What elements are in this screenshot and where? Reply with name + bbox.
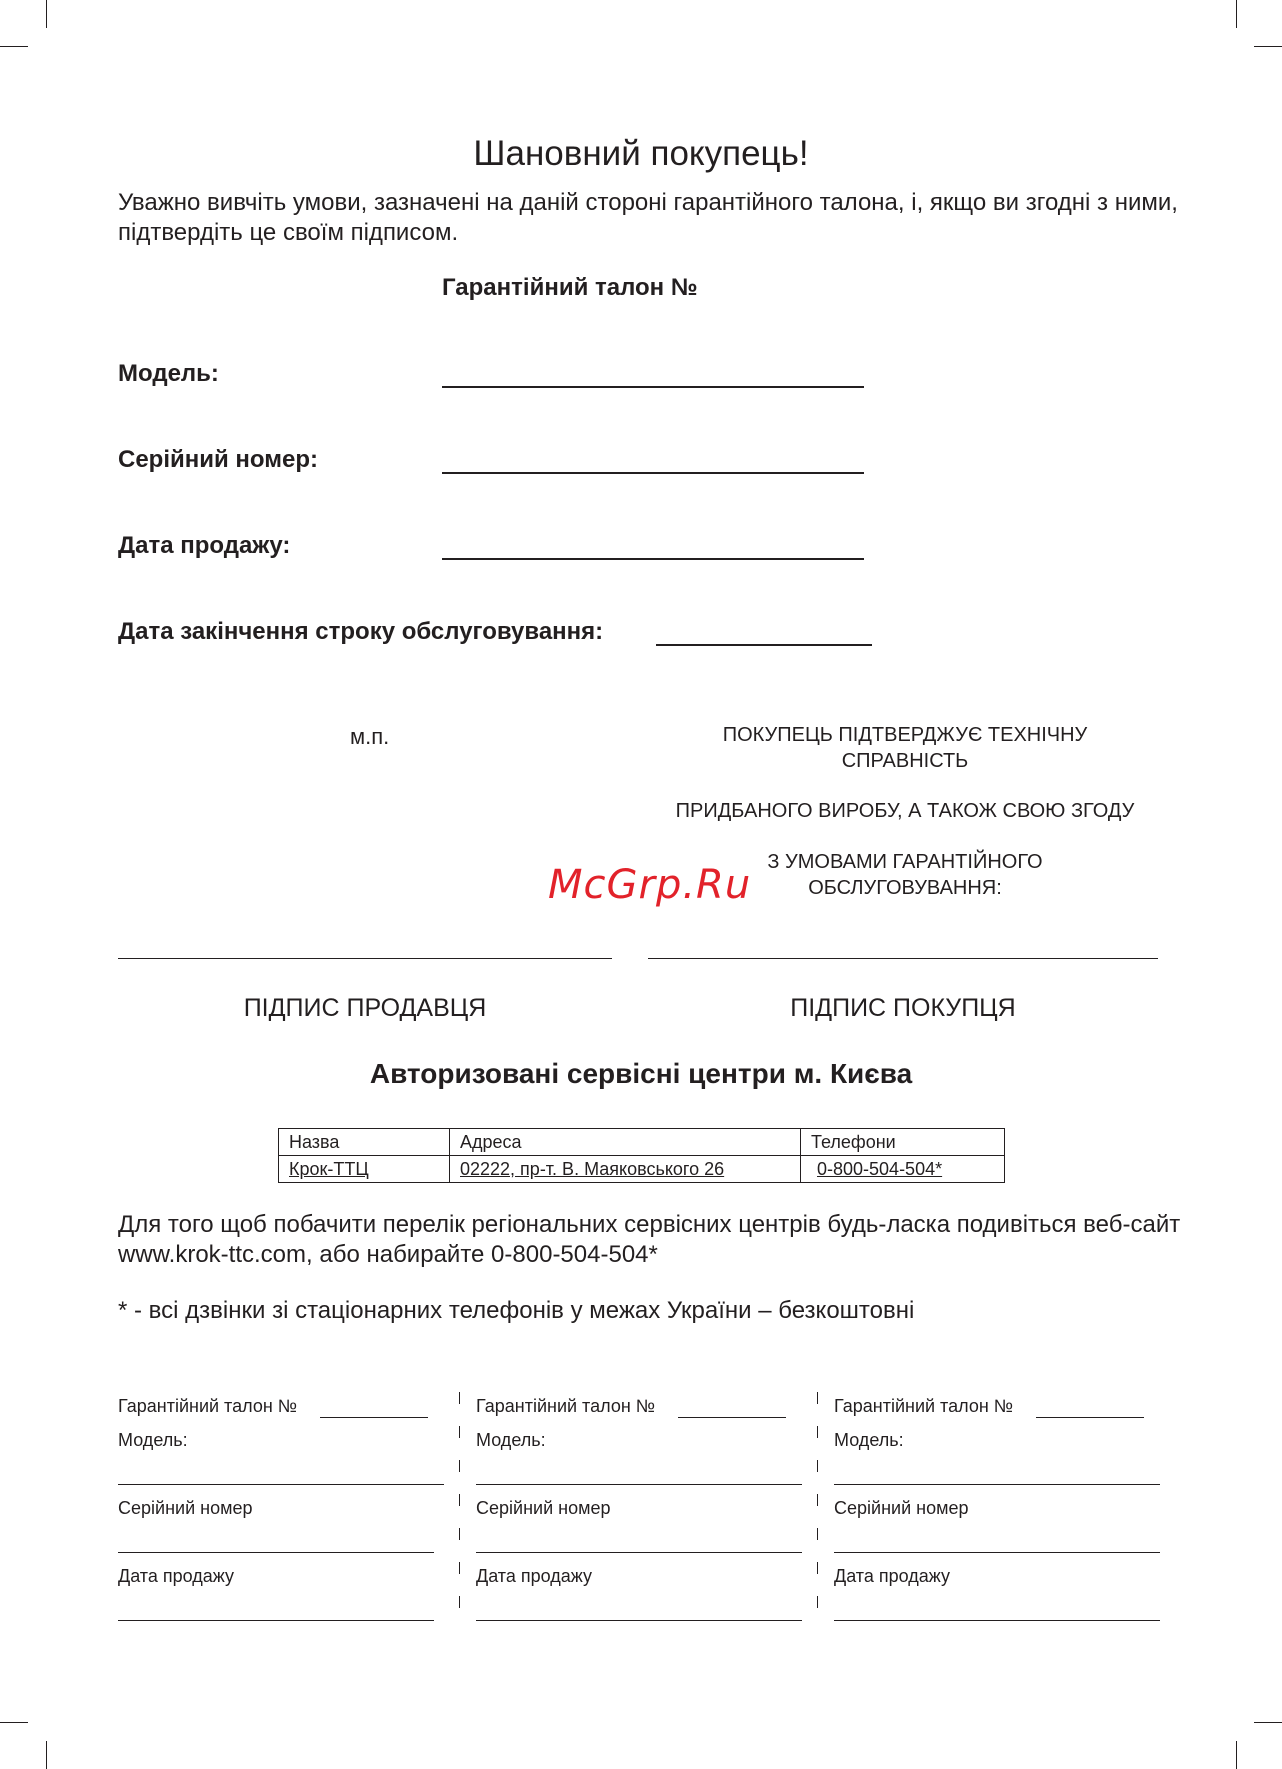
crop-mark <box>0 1722 28 1723</box>
table-row <box>279 1156 1005 1183</box>
coupon-model-line[interactable] <box>118 1484 444 1485</box>
cut-dash <box>459 1460 460 1472</box>
cut-dash <box>459 1392 460 1404</box>
crop-mark <box>1254 1722 1282 1723</box>
cut-dash <box>817 1494 818 1506</box>
watermark-logo: McGrp.Ru <box>548 862 752 908</box>
coupon-title: Гарантійний талон № <box>476 1396 656 1416</box>
model-field[interactable] <box>442 386 864 388</box>
coupon-serial-line[interactable] <box>834 1552 1160 1553</box>
service-centers-heading: Авторизовані сервісні центри м. Києва <box>369 1058 913 1089</box>
confirm-line-4: З УМОВАМИ ГАРАНТІЙНОГО <box>767 851 1043 873</box>
coupon-model-label: Модель: <box>834 1430 904 1450</box>
buyer-signature-line[interactable] <box>648 958 1158 959</box>
table-header-row <box>279 1129 1005 1156</box>
coupon-number-line[interactable] <box>1036 1417 1144 1418</box>
coupon-sale-date-label: Дата продажу <box>118 1566 234 1586</box>
intro-text: Уважно вивчіть умови, зазначені на даній стороні гарантійного талона, і, якщо ви згодні з ними, підтвердіть це своїм підписом. <box>118 189 1178 246</box>
cut-dash <box>817 1426 818 1438</box>
crop-mark <box>1236 0 1237 28</box>
cut-dash <box>817 1596 818 1608</box>
service-center-phone[interactable]: 0-800-504-504* <box>801 1156 1005 1183</box>
confirm-line-5: ОБСЛУГОВУВАННЯ: <box>808 877 1002 899</box>
confirm-line-2: СПРАВНІСТЬ <box>841 750 969 772</box>
coupon-serial-label: Серійний номер <box>476 1498 611 1518</box>
service-centers-table <box>278 1128 1005 1183</box>
free-calls-footnote: * - всі дзвінки зі стаціонарних телефонів у межах України – безкоштовні <box>118 1297 915 1324</box>
crop-mark <box>1254 46 1282 47</box>
coupon-title: Гарантійний талон № <box>834 1396 1014 1416</box>
confirm-line-1: ПОКУПЕЦЬ ПІДТВЕРДЖУЄ ТЕХНІЧНУ <box>722 724 1088 746</box>
sale-date-field[interactable] <box>442 558 864 560</box>
stamp-label: м.п. <box>350 724 390 749</box>
coupon-serial-label: Серійний номер <box>118 1498 253 1518</box>
coupon-title: Гарантійний талон № <box>118 1396 298 1416</box>
crop-mark <box>46 0 47 28</box>
cut-dash <box>817 1392 818 1404</box>
talon-heading: Гарантійний талон № <box>442 274 698 301</box>
crop-mark <box>0 46 28 47</box>
seller-signature-line[interactable] <box>118 958 612 959</box>
column-header: Телефони <box>801 1129 1005 1156</box>
cut-dash <box>817 1562 818 1574</box>
service-end-label: Дата закінчення строку обслуговування: <box>118 618 604 645</box>
sale-date-label: Дата продажу: <box>118 532 291 559</box>
seller-signature-label: ПІДПИС ПРОДАВЦЯ <box>243 994 487 1022</box>
coupon-serial-label: Серійний номер <box>834 1498 969 1518</box>
page-title: Шановний покупець! <box>473 134 809 173</box>
cut-dash <box>459 1596 460 1608</box>
service-end-field[interactable] <box>656 644 872 646</box>
model-label: Модель: <box>118 360 219 387</box>
coupon-model-label: Модель: <box>118 1430 188 1450</box>
cut-dash <box>817 1528 818 1540</box>
cut-dash <box>459 1426 460 1438</box>
service-center-name[interactable]: Крок-ТТЦ <box>279 1156 450 1183</box>
coupon-sale-date-label: Дата продажу <box>834 1566 950 1586</box>
coupon-serial-line[interactable] <box>476 1552 802 1553</box>
serial-label: Серійний номер: <box>118 446 319 473</box>
coupon-serial-line[interactable] <box>118 1552 434 1553</box>
coupon-model-line[interactable] <box>834 1484 1160 1485</box>
coupon-sale-date-label: Дата продажу <box>476 1566 592 1586</box>
column-header: Назва <box>279 1129 450 1156</box>
coupon-number-line[interactable] <box>320 1417 428 1418</box>
coupon-model-line[interactable] <box>476 1484 802 1485</box>
cut-dash <box>459 1562 460 1574</box>
coupon-model-label: Модель: <box>476 1430 546 1450</box>
coupon-sale-date-line[interactable] <box>476 1620 802 1621</box>
buyer-signature-label: ПІДПИС ПОКУПЦЯ <box>790 994 1016 1022</box>
coupon-sale-date-line[interactable] <box>118 1620 434 1621</box>
crop-mark <box>46 1741 47 1769</box>
serial-field[interactable] <box>442 472 864 474</box>
cut-dash <box>817 1460 818 1472</box>
coupon-sale-date-line[interactable] <box>834 1620 1160 1621</box>
coupon-number-line[interactable] <box>678 1417 786 1418</box>
column-header: Адреса <box>450 1129 801 1156</box>
confirm-line-3: ПРИДБАНОГО ВИРОБУ, А ТАКОЖ СВОЮ ЗГОДУ <box>675 800 1135 822</box>
service-center-address[interactable]: 02222, пр-т. В. Маяковського 26 <box>450 1156 801 1183</box>
crop-mark <box>1236 1741 1237 1769</box>
cut-dash <box>459 1494 460 1506</box>
cut-dash <box>459 1528 460 1540</box>
regional-centers-note: Для того щоб побачити перелік регіональних сервісних центрів будь-ласка подивіться веб-сайт www.krok-ttc.com, або набирайте 0-800-504-504* <box>118 1211 1181 1268</box>
